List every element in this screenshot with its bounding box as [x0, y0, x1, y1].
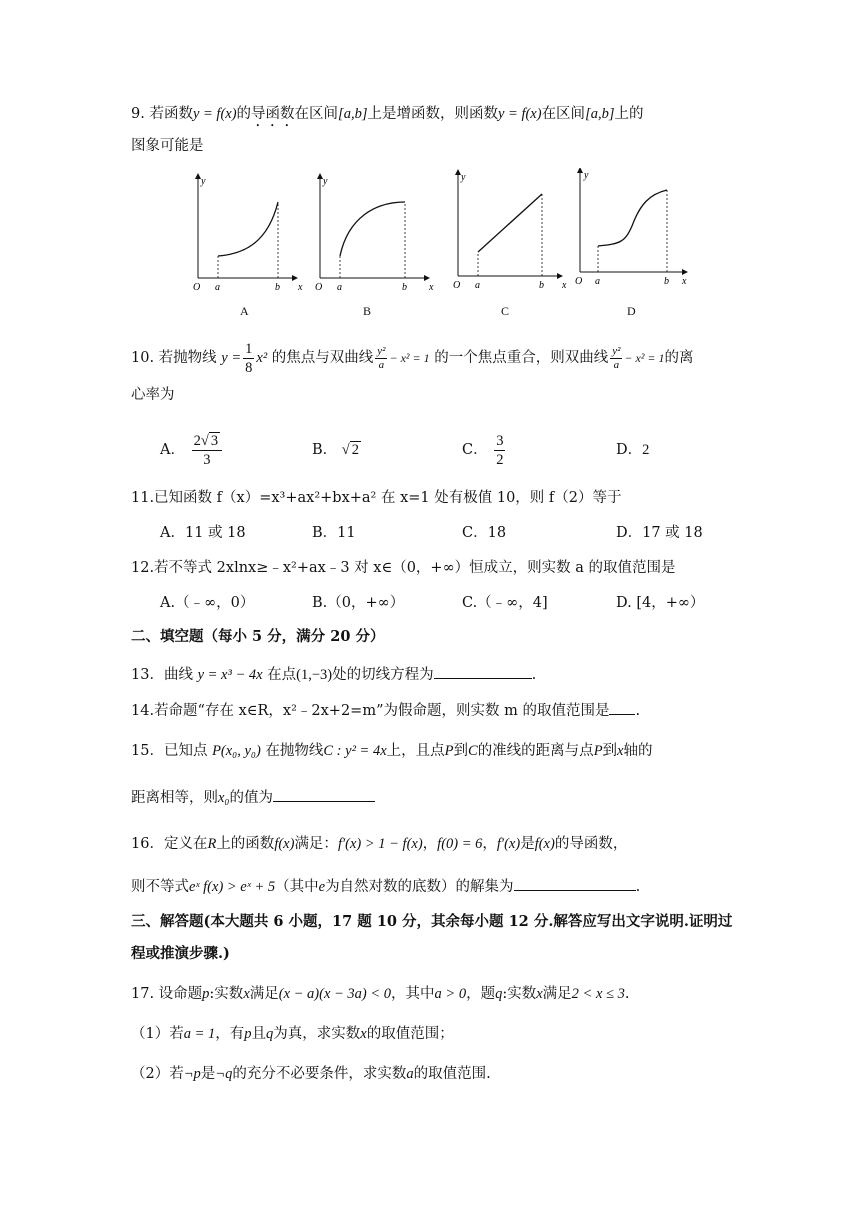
- q17-sub2-text-a: （2）若: [131, 1066, 184, 1082]
- q10-eq1-num: 1: [245, 340, 253, 357]
- q13-text-a: 曲线: [163, 667, 193, 683]
- q17-sub1-text-a: （1）若: [131, 1026, 184, 1042]
- q15-text-i: 的值为: [229, 790, 273, 806]
- q15-answer-blank[interactable]: [273, 787, 375, 802]
- q16-text-f: 则不等式: [131, 879, 189, 895]
- q16-text-b: 上的函数: [216, 836, 275, 852]
- q17-sub2-text-d: 的取值范围.: [413, 1066, 491, 1082]
- q15-parabola: C : y² = 4x: [323, 743, 387, 759]
- graph-c-x: x: [562, 280, 567, 291]
- q10-option-c-den: 2: [496, 451, 504, 468]
- graph-c: [453, 172, 567, 291]
- q9-derivative-emphasis: 导函数: [251, 106, 295, 122]
- q11-option-c: C．18: [462, 525, 507, 541]
- q14-line: [131, 700, 640, 722]
- graph-b-b: b: [402, 282, 407, 293]
- q9-interval1: [a,b]: [338, 106, 368, 122]
- q9-text-a: 若函数: [149, 106, 193, 122]
- q17-sub2-text-c: 的充分不必要条件，求实数: [232, 1066, 407, 1082]
- q10-text-d: 的离: [664, 350, 694, 366]
- q12-option-b: B.（0，+∞）: [312, 595, 405, 611]
- q10-eq2-num: y²: [377, 344, 386, 357]
- q15-text-f: 到: [602, 743, 618, 759]
- q10-eq2-den: a: [378, 358, 385, 371]
- q17-sub1-p: p: [244, 1026, 252, 1042]
- q17-sub1: [131, 1023, 454, 1045]
- q13-curve: y = x³ − 4x: [197, 667, 263, 683]
- q14-end: .: [635, 703, 641, 719]
- q9-text-f: 在区间: [541, 106, 586, 122]
- q17-ineq1: (x − a)(x − 3a) < 0: [278, 986, 392, 1002]
- q10-eq1-pre: y =: [221, 350, 242, 366]
- q17-ineq2: 2 < x ≤ 3: [571, 986, 625, 1002]
- q15-text-g: 轴的: [623, 743, 653, 759]
- q10-option-b-rad: 2: [351, 442, 359, 458]
- q13-end: .: [531, 667, 537, 683]
- q17-end: .: [624, 986, 630, 1002]
- q16-fp: f′(x): [496, 836, 521, 852]
- graph-b-a: a: [337, 282, 342, 293]
- graph-a-a: a: [215, 282, 220, 293]
- graph-a-label: A: [240, 304, 249, 318]
- q15-c1: C: [468, 743, 478, 759]
- q9-interval2: [a,b]: [585, 106, 615, 122]
- q16-sep2: ，: [482, 836, 497, 852]
- q16-e-symbol: e: [318, 879, 326, 895]
- q15-text-b: 在抛物线: [265, 743, 324, 759]
- q9-number: 9.: [131, 106, 145, 122]
- q17-text-d: ，其中: [391, 986, 435, 1002]
- graph-d-b: b: [664, 276, 669, 287]
- graph-c-a: a: [475, 280, 480, 291]
- q13-number: 13．: [131, 667, 164, 683]
- q17-p: p: [202, 986, 210, 1002]
- section-3-heading-line1: 三、解答题(本大题共 6 小题，17 题 10 分，其余每小题 12 分.解答应写出文字说明.证明过: [131, 913, 733, 930]
- q10-eq2-frac: [375, 345, 387, 372]
- q13-text-b: 在点: [267, 667, 297, 683]
- q17-sub2-not-q: ¬q: [215, 1066, 233, 1082]
- q13-line: [131, 664, 536, 686]
- graph-a-o: O: [193, 282, 201, 293]
- graph-b-o: O: [315, 282, 323, 293]
- q16-text-c: 满足：: [294, 836, 338, 852]
- q17-x1: x: [243, 986, 250, 1002]
- q10-option-a-rad: 3: [210, 432, 219, 449]
- q15-text-a: 已知点: [163, 743, 208, 759]
- q12-option-c: C.（﹣∞，4]: [462, 595, 548, 611]
- graph-c-o: O: [453, 280, 461, 291]
- q16-cond1: f′(x) > 1 − f(x): [337, 836, 423, 852]
- q16-text-d: 是: [520, 836, 535, 852]
- q9-text-g: 上的: [614, 106, 644, 122]
- q11-stem: 11.已知函数 f（x）=x³+ax²+bx+a² 在 x=1 处有极值 10，则 f（2）等于: [131, 490, 622, 506]
- q16-end: .: [635, 879, 641, 895]
- q15-x: x: [617, 743, 624, 759]
- section-3-heading-line2: 程或推演步骤.): [131, 945, 230, 962]
- q16-inequality: eˣ f(x) > eˣ + 5: [189, 879, 276, 895]
- q14-answer-blank[interactable]: [609, 700, 635, 715]
- q16-text-g: （其中: [275, 879, 319, 895]
- q16-r: R: [207, 836, 217, 852]
- q9-line1: [131, 103, 643, 130]
- q17-sub2: [131, 1063, 491, 1085]
- graph-b: [315, 176, 434, 293]
- q16-cond2: f(0) = 6: [437, 836, 483, 852]
- q16-fx2: f(x): [534, 836, 555, 852]
- q15-text-d: 到: [453, 743, 469, 759]
- q9-graphs: [180, 168, 700, 298]
- q13-text-c: 处的切线方程为: [332, 667, 434, 683]
- graph-a-y: y: [201, 176, 206, 187]
- q10-line2: 心率为: [131, 387, 175, 403]
- q17-x2: x: [536, 986, 543, 1002]
- graph-a-x: x: [298, 282, 303, 293]
- q16-text-a: 定义在: [163, 836, 208, 852]
- q17-number: 17.: [131, 986, 155, 1002]
- graph-d-x: x: [682, 276, 687, 287]
- q13-answer-blank[interactable]: [434, 664, 532, 679]
- q17-q: q: [495, 986, 503, 1002]
- q10-eq1-post: x²: [256, 350, 268, 366]
- q10-eq3-frac: [610, 345, 622, 372]
- q17-sub1-q: q: [266, 1026, 274, 1042]
- q15-x0: x₀: [218, 790, 230, 806]
- q15-point: P(x₀, y₀): [212, 743, 261, 759]
- q9-func2: y = f(x): [497, 106, 542, 122]
- q15-p1: P: [444, 743, 454, 759]
- q15-text-e: 的准线的距离与点: [477, 743, 594, 759]
- q15-p2: P: [593, 743, 603, 759]
- q17-sub1-text-e: 的取值范围；: [366, 1026, 454, 1042]
- q15-number: 15．: [131, 743, 164, 759]
- q12-stem: 12.若不等式 2xlnx≥﹣x²+ax﹣3 对 x∈（0，+∞）恒成立，则实数 a 的取值范围是: [131, 560, 676, 576]
- section-2-heading: 二、填空题（每小 5 分，满分 20 分）: [131, 628, 385, 645]
- q17-sub2-text-b: 是: [200, 1066, 216, 1082]
- q10-eq1-frac: [243, 340, 254, 377]
- q12-option-d: D. [4，+∞）: [616, 595, 705, 611]
- q16-line1: [131, 833, 627, 855]
- q16-text-e: 的导函数，: [554, 836, 628, 852]
- q15-line1: [131, 740, 652, 762]
- q13-point: (1,−3): [296, 667, 333, 683]
- q10-option-a-num: 2√ 3: [192, 432, 222, 451]
- q10-option-d: [616, 439, 649, 461]
- graph-b-y: y: [323, 176, 328, 187]
- q17-cond: a > 0: [434, 986, 467, 1002]
- q10-text-c: 的一个焦点重合，则双曲线: [434, 350, 609, 366]
- q10-eq1-den: 8: [245, 359, 253, 376]
- q10-text-a: 若抛物线: [158, 350, 217, 366]
- q10-text-b: 的焦点与双曲线: [271, 350, 374, 366]
- q11-option-d: D．17 或 18: [616, 525, 703, 541]
- q16-number: 16．: [131, 836, 164, 852]
- q17-text-b: :实数: [209, 986, 244, 1002]
- q17-sub1-x: x: [360, 1026, 367, 1042]
- q10-number: 10.: [131, 350, 155, 366]
- q15-text-c: 上，且点: [386, 743, 445, 759]
- q10-option-a-label: A．: [160, 442, 185, 458]
- graph-d-a: a: [595, 276, 600, 287]
- q17-stem: [131, 983, 629, 1005]
- q10-eq2-post: − x² = 1: [389, 351, 430, 365]
- q10-eq3-den: a: [613, 358, 620, 371]
- q10-option-c-label: C．: [462, 442, 488, 458]
- q17-text-c: 满足: [249, 986, 279, 1002]
- q11-option-a: A．11 或 18: [160, 525, 246, 541]
- q17-text-e: ，题: [466, 986, 496, 1002]
- q16-answer-blank[interactable]: [514, 876, 636, 891]
- graph-d-y: y: [584, 170, 589, 181]
- q9-text-b: 的: [236, 106, 252, 122]
- q15-text-h: 距离相等，则: [131, 790, 218, 806]
- q15-line2: [131, 787, 375, 809]
- q16-line2: [131, 876, 640, 898]
- graph-c-label: C: [501, 304, 510, 318]
- q16-sep1: ，: [422, 836, 438, 852]
- q9-line2: 图象可能是: [131, 138, 204, 154]
- q10-option-c-num: 3: [496, 432, 504, 449]
- q10-option-d-value: 2: [642, 442, 650, 458]
- graph-a: [193, 176, 303, 293]
- q9-func: y = f(x): [192, 106, 237, 122]
- q10-option-b-label: B．: [312, 442, 338, 458]
- graph-d-o: O: [575, 276, 583, 287]
- q17-sub1-eq: a = 1: [183, 1026, 216, 1042]
- q10-line1: [131, 338, 694, 378]
- q10-option-a-den: 3: [203, 451, 211, 468]
- q16-fx: f(x): [274, 836, 295, 852]
- q17-text-a: 设命题: [158, 986, 203, 1002]
- q10-option-c: [462, 430, 507, 470]
- graph-d-label: D: [627, 304, 636, 318]
- q10-eq3-num: y²: [612, 344, 621, 357]
- q17-text-g: 满足: [542, 986, 572, 1002]
- q10-option-a: [160, 430, 224, 470]
- q12-option-a: A.（﹣∞，0）: [160, 595, 255, 611]
- q17-sub1-text-b: ，有: [215, 1026, 245, 1042]
- q17-sub2-not-p: ¬p: [183, 1066, 201, 1082]
- graph-d: [575, 170, 687, 287]
- q17-sub1-text-c: 且: [251, 1026, 267, 1042]
- q10-option-b: B． √ 2: [312, 442, 359, 458]
- graph-b-label: B: [363, 304, 372, 318]
- graph-a-b: b: [275, 282, 280, 293]
- q16-text-h: 为自然对数的底数）的解集为: [325, 879, 514, 895]
- q10-eq3-post: − x² = 1: [624, 351, 665, 365]
- q11-option-b: B．11: [312, 525, 356, 541]
- graph-c-y: y: [461, 172, 466, 183]
- graph-c-b: b: [539, 280, 544, 291]
- graph-b-x: x: [429, 282, 434, 293]
- q9-text-d: 在区间: [294, 106, 339, 122]
- q17-sub1-text-d: 为真，求实数: [273, 1026, 361, 1042]
- q10-option-a-frac: [192, 432, 222, 469]
- q10-option-d-label: D．: [616, 442, 643, 458]
- q10-option-c-frac: [494, 432, 505, 469]
- q14-text: 14.若命题“存在 x∈R，x²﹣2x+2=m”为假命题，则实数 m 的取值范围是: [131, 703, 610, 719]
- q17-text-f: :实数: [502, 986, 537, 1002]
- q17-sub2-a: a: [406, 1066, 414, 1082]
- q9-text-e: 上是增函数，则函数: [367, 106, 498, 122]
